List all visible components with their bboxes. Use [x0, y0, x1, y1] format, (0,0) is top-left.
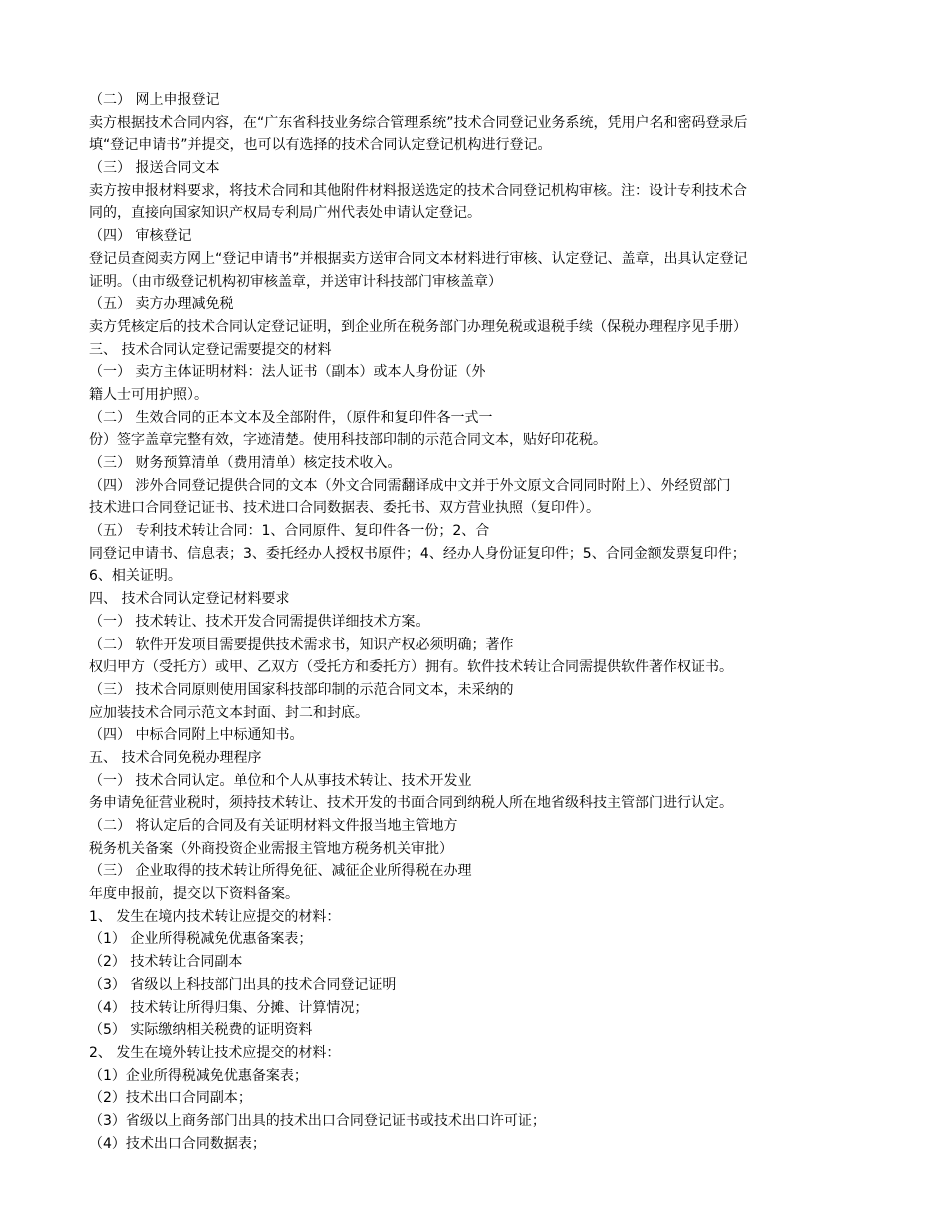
- list-item: （二） 将认定后的合同及有关证明材料文件报当地主管地方: [89, 818, 458, 834]
- text-line: 登记员查阅卖方网上“登记申请书”并根据卖方送审合同文本材料进行审核、认定登记、盖章，出具认定登记: [89, 250, 748, 267]
- list-item: （一） 卖方主体证明材料：法人证书（副本）或本人身份证（外: [89, 364, 486, 381]
- list-item: （1） 企业所得税减免优惠备案表；: [89, 931, 313, 948]
- text-line: 卖方根据技术合同内容，在“广东省科技业务综合管理系统”技术合同登记业务系统，凭用户名和密码登录后: [89, 114, 748, 131]
- document-body: [89, 89, 869, 1155]
- text-line: 技术进口合同登记证书、技术进口合同数据表、委托书、双方营业执照（复印件）。: [89, 500, 600, 517]
- list-item: （四） 中标合同附上中标通知书。: [89, 727, 304, 744]
- subheading-domestic-transfer: 1、 发生在境内技术转让应提交的材料：: [89, 908, 341, 925]
- document-page: [89, 89, 869, 1155]
- text-line: 籍人士可用护照）。: [89, 386, 208, 403]
- text-line: 卖方按申报材料要求，将技术合同和其他附件材料报送选定的技术合同登记机构审核。注：设计专利技术合: [89, 182, 747, 199]
- list-item: （3）省级以上商务部门出具的技术出口合同登记证书或技术出口许可证；: [89, 1112, 546, 1129]
- text-line: 权归甲方（受托方）或甲、乙双方（受托方和委托方）拥有。软件技术转让合同需提供软件著作权证书。: [89, 659, 733, 676]
- text-line: 同的，直接向国家知识产权局专利局广州代表处申请认定登记。: [89, 205, 481, 222]
- text-line: 卖方凭核定后的技术合同认定登记证明，到企业所在税务部门办理免税或退税手续（保税办理程序见手册）: [89, 318, 747, 335]
- list-item: （二） 软件开发项目需要提供技术需求书，知识产权必须明确；著作: [89, 636, 514, 653]
- text-line: 年度申报前，提交以下资料备案。: [89, 886, 299, 903]
- text-line: 税务机关备案（外商投资企业需报主管地方税务机关审批）: [89, 840, 453, 857]
- list-item: （四） 涉外合同登记提供合同的文本（外文合同需翻译成中文并于外文原文合同同时附上）、外经贸部门: [89, 477, 731, 494]
- text-line: 份）签字盖章完整有效，字迹清楚。使用科技部印制的示范合同文本，贴好印花税。: [89, 432, 607, 449]
- list-item: （三） 财务预算清单（费用清单）核定技术收入。: [89, 455, 402, 471]
- list-item: （一） 技术转让、技术开发合同需提供详细技术方案。: [89, 613, 430, 630]
- text-line: 填“登记申请书”并提交，也可以有选择的技术合同认定登记机构进行登记。: [89, 137, 552, 154]
- chapter-heading-requirements: 四、 技术合同认定登记材料要求: [89, 591, 290, 608]
- chapter-heading-tax-exemption: 五、 技术合同免税办理程序: [89, 749, 262, 766]
- section-heading-submit-text: （三） 报送合同文本: [89, 160, 220, 177]
- text-line: 应加装技术合同示范文本封面、封二和封底。: [89, 704, 369, 721]
- list-item: （2） 技术转让合同副本: [89, 954, 243, 971]
- subheading-foreign-transfer: 2、 发生在境外转让技术应提交的材料：: [89, 1044, 341, 1061]
- list-item: （1）企业所得税减免优惠备案表；: [89, 1067, 308, 1084]
- section-heading-review: （四） 审核登记: [89, 228, 192, 245]
- text-line: 同登记申请书、信息表；3、委托经办人授权书原件；4、经办人身份证复印件；5、合同金额发票复印件；: [89, 545, 746, 562]
- list-item: （5） 实际缴纳相关税费的证明资料: [89, 1022, 313, 1039]
- list-item: （五） 专利技术转让合同：1、合同原件、复印件各一份；2、合: [89, 523, 490, 540]
- list-item: （三） 企业取得的技术转让所得免征、减征企业所得税在办理: [89, 863, 472, 880]
- list-item: （4） 技术转让所得归集、分摊、计算情况；: [89, 999, 369, 1016]
- list-item: （3） 省级以上科技部门出具的技术合同登记证明: [89, 976, 397, 993]
- section-heading-online-filing: （二） 网上申报登记: [89, 92, 220, 108]
- list-item: （2）技术出口合同副本；: [89, 1090, 252, 1107]
- text-line: 务申请免征营业税时，须持技术转让、技术开发的书面合同到纳税人所在地省级科技主管部门进行认定。: [89, 795, 733, 812]
- section-heading-tax-relief: （五） 卖方办理减免税: [89, 296, 234, 313]
- list-item: （二） 生效合同的正本文本及全部附件，（原件和复印件各一式一: [89, 409, 493, 426]
- text-line: 证明。（由市级登记机构初审核盖章，并送审计科技部门审核盖章）: [89, 273, 502, 290]
- chapter-heading-materials: 三、 技术合同认定登记需要提交的材料: [89, 341, 332, 358]
- text-line: 6、相关证明。: [89, 568, 182, 585]
- list-item: （三） 技术合同原则使用国家科技部印制的示范合同文本，未采纳的: [89, 681, 514, 698]
- list-item: （4）技术出口合同数据表；: [89, 1135, 266, 1152]
- list-item: （一） 技术合同认定。单位和个人从事技术转让、技术开发业: [89, 772, 472, 789]
